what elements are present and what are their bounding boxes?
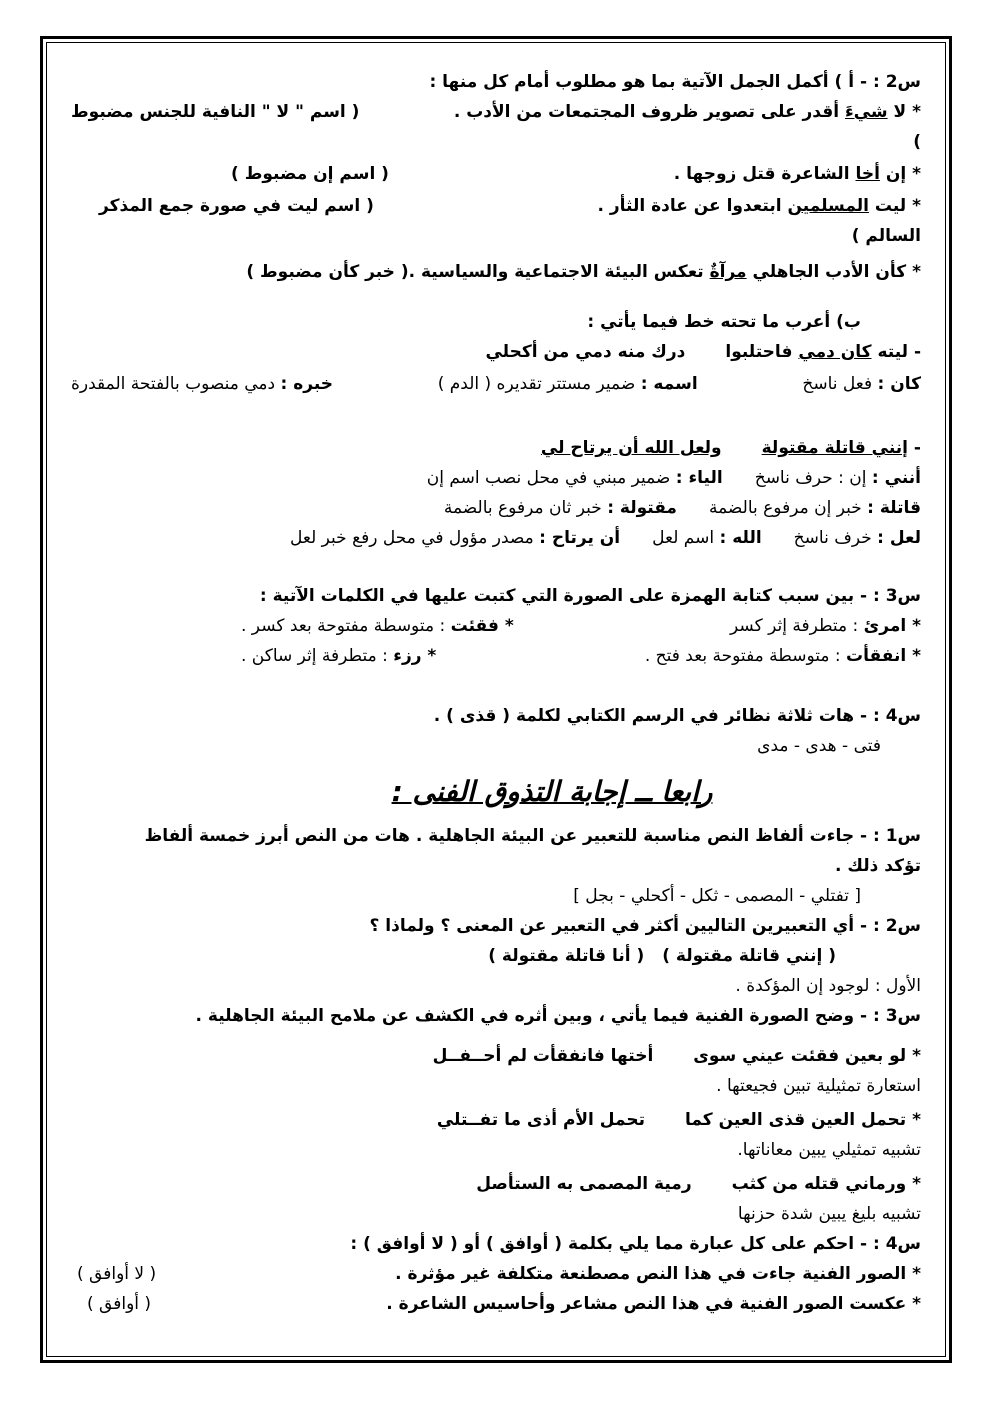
parse-annani-label: أنني : <box>871 468 921 488</box>
hamza-item-infaqaat <box>645 641 921 671</box>
sentence-inna-post: الشاعرة قتل زوجها . <box>673 164 856 184</box>
sentence-layta-post: ابتعدوا عن عادة الثأر . <box>597 196 788 216</box>
parse-laalla-text: خرف ناسخ <box>793 528 878 548</box>
parse-maqtula-label: مقتولة : <box>607 498 677 518</box>
taste-verse-a <box>71 1041 921 1071</box>
taste-q2-answer: الأول : لوجود إن المؤكدة . <box>735 976 921 996</box>
parse-qatila-label: قاتلة : <box>867 498 921 518</box>
taste-expl-a: استعارة تمثيلية تبين فجيعتها . <box>716 1076 921 1096</box>
taste-q4-title: س4 : - احكم على كل عبارة مما يلي بكلمة ( أوافق ) أو ( لا أوافق ) : <box>350 1234 921 1254</box>
taste-q4-verdict-1: ( لا أوافق ) <box>77 1264 157 1284</box>
page-border <box>40 36 952 1363</box>
q3-title: س3 : - بين سبب كتابة الهمزة على الصورة التي كتبت عليها في الكلمات الآتية : <box>259 586 921 606</box>
verse-b-second: تحمل الأم أذى ما تفــتلي <box>436 1110 646 1130</box>
grammar-note-kaan: ( خبر كأن مضبوط ) <box>246 262 409 282</box>
blank-word-inna: أخا <box>855 164 880 184</box>
parse-maqtula-text: خبر ثان مرفوع بالضمة <box>443 498 608 518</box>
parse-laalla-label: لعل : <box>877 528 921 548</box>
taste-q2-option-1: ( إنني قاتلة مقتولة ) <box>662 946 836 966</box>
hamza-item-ruz <box>241 641 436 671</box>
taste-q1-answer: [ تفتلي - المصمى - ثكل - أكحلي - بجل ] <box>573 886 861 906</box>
hamza-reason-fuqiat: : متوسطة مفتوحة بعد كسر . <box>241 616 451 636</box>
grammar-note-layta-wrap: السالم ) <box>851 226 921 246</box>
taste-q4-verdict-2: ( أوافق ) <box>87 1294 152 1314</box>
parse-row-qatila <box>71 493 921 523</box>
taste-verse-c <box>71 1169 921 1199</box>
grammar-note-la: ( اسم " لا " النافية للجنس مضبوط <box>71 102 360 122</box>
parse-ismuh-label: اسمه : <box>640 374 698 394</box>
grammar-note-inna: ( اسم إن مضبوط ) <box>231 164 389 184</box>
sentence-kaan-pre: * كأن الأدب الجاهلي <box>746 262 921 282</box>
taste-q2-options <box>71 941 921 971</box>
taste-q4-item-2 <box>71 1289 921 1319</box>
parse-khabaruh-label: خبره : <box>280 374 334 394</box>
grammar-note-la-wrap: ) <box>913 132 921 152</box>
sentence-la <box>454 97 921 127</box>
hamza-item-imri <box>730 611 921 641</box>
verse-1-pre: - ليته <box>871 342 921 362</box>
hamza-reason-ruz: : متطرفة إثر ساكن . <box>241 646 394 666</box>
q2a-item-kaan <box>71 257 921 287</box>
q3-row-2 <box>71 641 921 671</box>
verse-1-underlined: كان دمي <box>798 342 872 362</box>
blank-word-kaan: مرآةٌ <box>709 262 747 282</box>
taste-expl-b: تشبيه تمثيلي يبين معاناتها. <box>737 1140 921 1160</box>
sentence-layta <box>597 191 921 221</box>
sentence-kaan-post: تعكس البيئة الاجتماعية والسياسية . <box>408 262 710 282</box>
parse-row-laalla <box>71 523 921 553</box>
verse-2-pre: - <box>908 438 921 458</box>
parse-yaa-text: ضمير مبني في محل نصب اسم إن <box>426 468 676 488</box>
q2a-item-layta <box>71 191 921 221</box>
hamza-item-fuqiat <box>241 611 514 641</box>
parse-row-annani <box>71 463 921 493</box>
verse-1-second: درك منه دمي من أكحلي <box>485 342 686 362</box>
taste-verse-b <box>71 1105 921 1135</box>
section-heading-taste: رابعا ــ إجابة التذوق الفنى : <box>391 775 713 808</box>
sentence-layta-pre: * ليت <box>868 196 921 216</box>
verse-a-first: * لو بعين فقئت عيني سوى <box>693 1046 921 1066</box>
q2a-title: س2 : - أ ) أكمل الجمل الآتية بما هو مطلوب أمام كل منها : <box>429 72 921 92</box>
taste-q4-statement-2: * عكست الصور الفنية في هذا النص مشاعر وأحاسيس الشاعرة . <box>386 1294 921 1314</box>
parse-qatila-text: خبر إن مرفوع بالضمة <box>708 498 868 518</box>
sentence-kaan <box>409 257 921 287</box>
taste-q1-title-line1: س1 : - جاءت ألفاظ النص مناسبة للتعبير عن البيئة الجاهلية . هات من النص أبرز خمسة ألفاظ <box>144 826 921 846</box>
parse-khabaruh <box>71 369 333 399</box>
hamza-word-ruz: * رزء <box>393 646 437 666</box>
q4-title: س4 : - هات ثلاثة نظائر في الرسم الكتابي لكلمة ( قذى ) . <box>433 706 921 726</box>
hamza-word-infaqaat: * انفقأت <box>846 646 921 666</box>
verse-c-second: رمية المصمى به الستأصل <box>476 1174 692 1194</box>
hamza-reason-imri: : متطرفة إثر كسر <box>730 616 864 636</box>
parse-annani-text: إن : حرف ناسخ <box>754 468 872 488</box>
verse-c-first: * ورماني قتله من كثب <box>731 1174 921 1194</box>
parse-yaa-label: الياء : <box>675 468 723 488</box>
hamza-reason-infaqaat: : متوسطة مفتوحة بعد فتح . <box>644 646 847 666</box>
taste-q4-statement-1: * الصور الفنية جاءت في هذا النص مصطنعة متكلفة غير مؤثرة . <box>395 1264 921 1284</box>
blank-word-la: شيءَ <box>845 102 888 122</box>
sentence-la-pre: * لا <box>887 102 921 122</box>
verse-2-second: ولعل الله أن يرتاح لي <box>540 438 722 458</box>
q2b-title: ب) أعرب ما تحته خط فيما يأتي : <box>587 312 861 332</box>
parse-an-yartah-label: أن يرتاح : <box>539 528 621 548</box>
taste-q1-title-line2: تؤكد ذلك . <box>835 856 921 876</box>
sentence-inna-pre: * إن <box>879 164 921 184</box>
grammar-note-layta: ( اسم ليت في صورة جمع المذكر <box>99 196 374 216</box>
parse-allah-label: الله : <box>719 528 762 548</box>
exam-answer-sheet <box>46 42 946 1357</box>
taste-q2-title: س2 : - أي التعبيرين التاليين أكثر في التعبير عن المعنى ؟ ولماذا ؟ <box>369 916 921 936</box>
parse-ismuh <box>438 369 698 399</box>
hamza-word-fuqiat: * فقئت <box>450 616 514 636</box>
q4-answer: فتى - هدى - مدى <box>757 736 881 756</box>
parse-ismuh-text: ضمير مستتر تقديره ( الدم ) <box>437 374 641 394</box>
verse-1-post: فاحتلبوا <box>725 342 799 362</box>
parse-kan-text: فعل ناسخ <box>802 374 878 394</box>
parse-kan-label: كان : <box>877 374 921 394</box>
taste-q2-option-2: ( أنا قاتلة مقتولة ) <box>488 946 645 966</box>
hamza-word-imri: * امرئ <box>863 616 921 636</box>
taste-expl-c: تشبيه بليغ يبين شدة حزنها <box>737 1204 921 1224</box>
parse-allah-text: اسم لعل <box>652 528 720 548</box>
verse-b-first: * تحمل العين قذى العين كما <box>685 1110 921 1130</box>
sentence-la-post: أقدر على تصوير ظروف المجتمعات من الأدب . <box>453 102 845 122</box>
q2a-item-inna <box>71 159 921 189</box>
taste-q4-item-1 <box>71 1259 921 1289</box>
parse-an-yartah-text: مصدر مؤول في محل رفع خبر لعل <box>290 528 540 548</box>
blank-word-layta: المسلمين <box>787 196 869 216</box>
kan-parse-row <box>71 369 921 399</box>
verse-2-first: إنني قاتلة مقتولة <box>761 438 909 458</box>
verse-1 <box>71 337 921 367</box>
parse-kan <box>802 369 921 399</box>
taste-q3-title: س3 : - وضح الصورة الفنية فيما يأتي ، وبين أثره في الكشف عن ملامح البيئة الجاهلية . <box>195 1006 921 1026</box>
q2a-item-la <box>71 97 921 127</box>
parse-khabaruh-text: دمي منصوب بالفتحة المقدرة <box>71 374 281 394</box>
sentence-inna <box>674 159 921 189</box>
q3-row-1 <box>71 611 921 641</box>
verse-2 <box>71 433 921 463</box>
verse-a-second: أختها فانفقأت لم أحــفــل <box>432 1046 654 1066</box>
